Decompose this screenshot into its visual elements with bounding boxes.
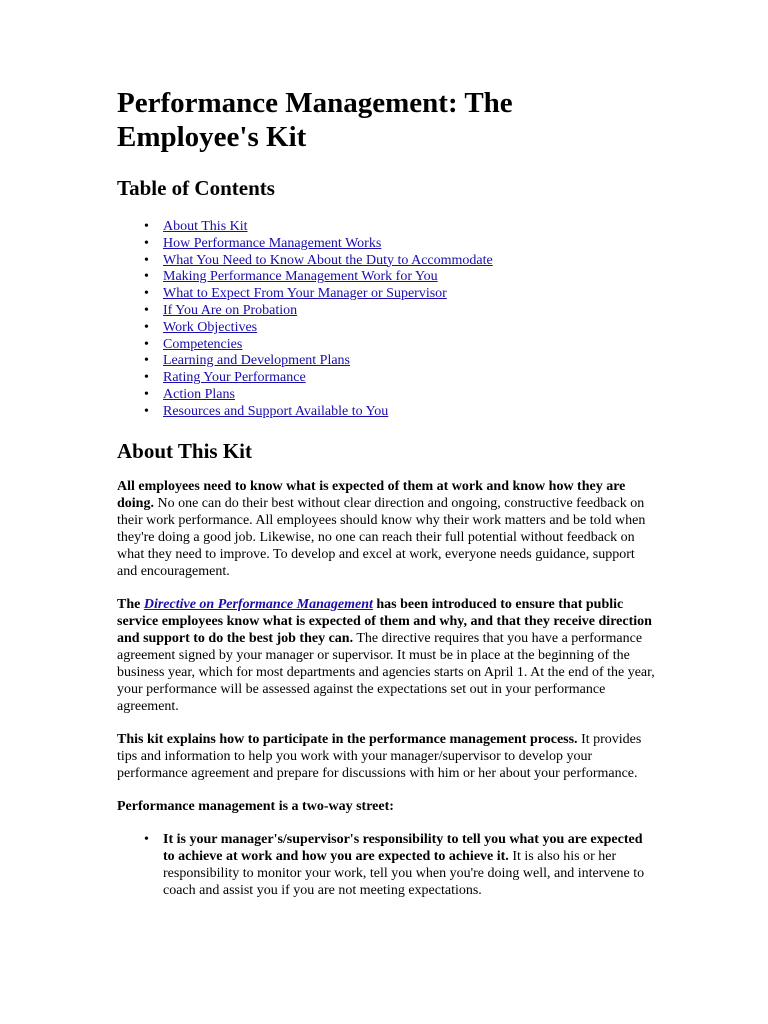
toc-item — [144, 303, 657, 320]
bullet1-text: It is also his or her responsibility to monitor your work, tell you when you're doing well, and intervene to coach and assist you if you are not meeting expectations. — [163, 848, 645, 898]
about-p4-bold: Performance management is a two-way street: — [117, 798, 394, 814]
about-p1-text: No one can do their best without clear direction and ongoing, constructive feedback on their work performance. All employees should know why their work matters and be told when they're doing a good job. Likewise, no one can reach their full potential without feedback on what they need to improve. To develop and excel at work, everyone needs guidance, support and encouragement. — [117, 495, 646, 579]
toc-item — [144, 320, 657, 337]
toc-link-making-pm-work[interactable]: Making Performance Management Work for You — [163, 269, 438, 285]
about-paragraph-3 — [117, 731, 657, 782]
toc-link-learning-plans[interactable]: Learning and Development Plans — [163, 353, 351, 369]
toc-item — [144, 404, 657, 421]
title-line-1: Performance Management: The — [117, 87, 513, 119]
title-line-2: Employee's Kit — [117, 121, 307, 153]
toc-link-how-pm-works[interactable]: How Performance Management Works — [163, 235, 382, 251]
about-p3-text: It provides tips and information to help you work with your manager/supervisor to develop your performance agreement and prepare for discussions with him or her about your performance. — [117, 731, 642, 781]
toc-link-competencies[interactable]: Competencies — [163, 336, 243, 352]
about-p2-text: The directive requires that you have a performance agreement signed by your manager or supervisor. It must be in place at the beginning of the business year, which for most departments and agencies starts on April 1. At the end of the year, your performance will be assessed against the expectations set out in your performance agreement. — [117, 630, 655, 714]
about-p3-bold: This kit explains how to participate in the performance management process. — [117, 731, 578, 747]
document-title — [117, 86, 657, 154]
responsibility-list — [117, 831, 657, 899]
bullet1-bold: It is your manager's/supervisor's responsibility to tell you what you are expected to achieve at work and how you are expected to achieve it. — [163, 831, 643, 864]
about-p2-lead: The — [117, 596, 144, 612]
toc-link-duty-to-accommodate[interactable]: What You Need to Know About the Duty to Accommodate — [163, 252, 493, 268]
about-paragraph-1 — [117, 478, 657, 580]
document-content — [117, 86, 657, 899]
toc-link-what-to-expect[interactable]: What to Expect From Your Manager or Supervisor — [163, 286, 447, 302]
toc-heading: Table of Contents — [117, 176, 275, 200]
toc-item — [144, 337, 657, 354]
toc-link-work-objectives[interactable]: Work Objectives — [163, 319, 258, 335]
toc-link-about-this-kit[interactable]: About This Kit — [163, 219, 248, 234]
toc-item — [144, 236, 657, 253]
about-heading: About This Kit — [117, 438, 252, 463]
toc-list — [117, 219, 657, 421]
toc-item — [144, 353, 657, 370]
toc-item — [144, 286, 657, 303]
about-paragraph-4 — [117, 798, 657, 815]
about-p2-bold-tail: has been introduced to ensure that public service employees know what is expected of them and why, and that they receive direction and support to do the best job they can. — [117, 596, 652, 646]
toc-link-resources[interactable]: Resources and Support Available to You — [163, 403, 389, 419]
toc-item — [144, 370, 657, 387]
toc-item — [144, 269, 657, 286]
toc-link-action-plans[interactable]: Action Plans — [163, 386, 235, 402]
about-paragraph-2 — [117, 596, 657, 715]
toc-item — [144, 387, 657, 404]
toc-item — [144, 253, 657, 270]
toc-link-probation[interactable]: If You Are on Probation — [163, 302, 298, 318]
toc-link-rating[interactable]: Rating Your Performance — [163, 370, 306, 386]
toc-item — [144, 219, 657, 236]
about-p1-bold: All employees need to know what is expected of them at work and know how they are doing. — [117, 478, 626, 511]
list-item — [144, 831, 657, 899]
directive-link[interactable]: Directive on Performance Management — [143, 596, 373, 612]
